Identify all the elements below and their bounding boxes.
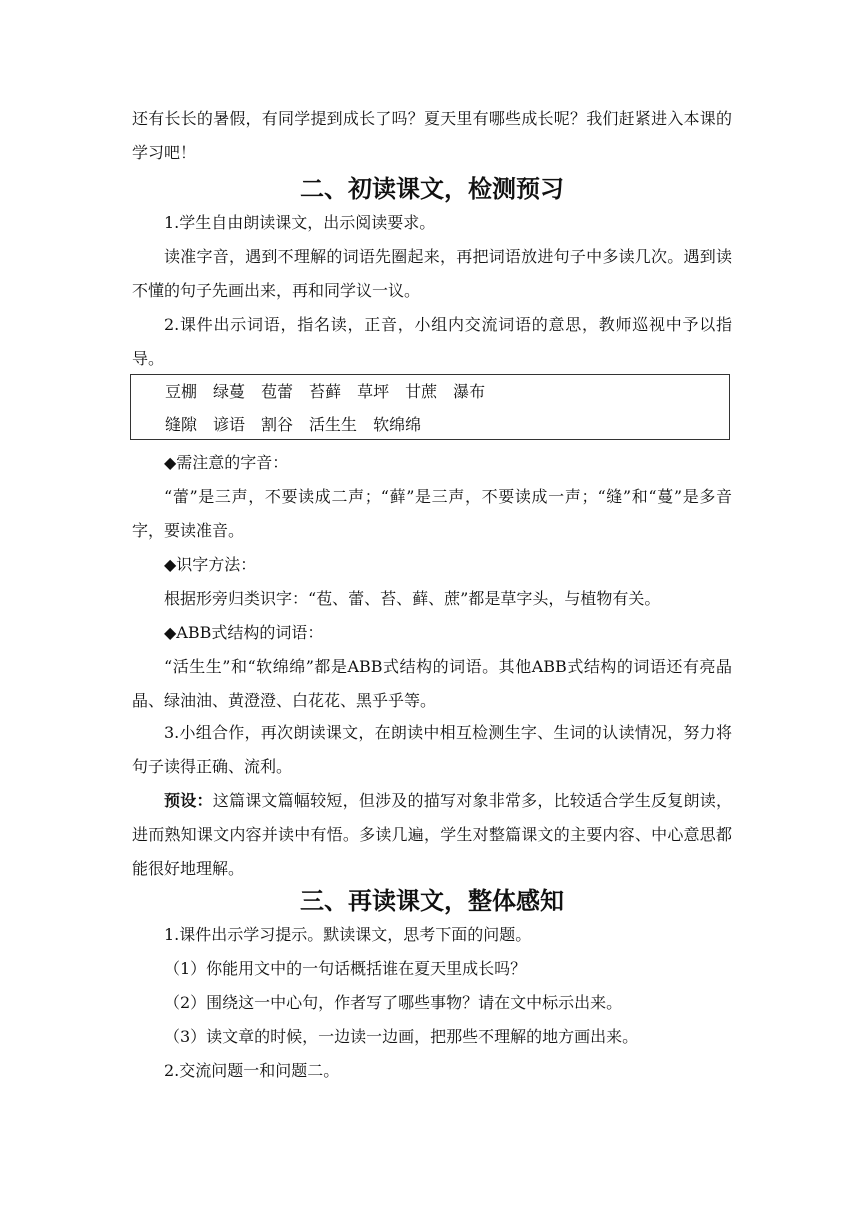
vocab-word: 豆棚 [165, 382, 198, 401]
note-literacy-title: ◆识字方法： [164, 555, 257, 574]
vocabulary-box [130, 374, 730, 440]
preset-label: 预设： [164, 791, 213, 810]
section2-heading: 二、初读课文，检测预习 [300, 174, 564, 203]
question-2: （2）围绕这一中心句，作者写了哪些事物？请在文中标示出来。 [164, 993, 623, 1012]
vocab-word: 甘蔗 [405, 382, 438, 401]
section2-step2: 2.课件出示词语，指名读，正音，小组内交流词语的意思，教师巡视中予以指导。 [132, 315, 732, 368]
question-3: （3）读文章的时候，一边读一边画，把那些不理解的地方画出来。 [164, 1027, 639, 1046]
vocab-word: 谚语 [213, 415, 246, 434]
vocab-word: 割谷 [261, 415, 294, 434]
question-1: （1）你能用文中的一句话概括谁在夏天里成长吗？ [164, 959, 527, 978]
note-pronunciation-title: ◆需注意的字音： [164, 453, 289, 472]
intro-paragraph: 还有长长的暑假，有同学提到成长了吗？夏天里有哪些成长呢？我们赶紧进入本课的学习吧！ [132, 109, 732, 162]
vocab-word: 绿蔓 [213, 382, 246, 401]
vocab-word: 软绵绵 [373, 415, 422, 434]
vocab-word: 瀑布 [453, 382, 486, 401]
preset-paragraph [132, 784, 732, 886]
vocab-word: 苔藓 [309, 382, 342, 401]
preset-body: 这篇课文篇幅较短，但涉及的描写对象非常多，比较适合学生反复朗读，进而熟知课文内容并读中有悟。多读几遍，学生对整篇课文的主要内容、中心意思都能很好地理解。 [132, 791, 732, 878]
section3-step1: 1.课件出示学习提示。默读课文，思考下面的问题。 [164, 925, 532, 944]
vocab-word: 活生生 [309, 415, 358, 434]
section2-step3: 3.小组合作，再次朗读课文，在朗读中相互检测生字、生词的认读情况，努力将句子读得正确、流利。 [132, 723, 732, 776]
vocabulary-row-2 [165, 408, 437, 441]
section2-step1-requirement: 读准字音，遇到不理解的词语先圈起来，再把词语放进句子中多读几次。遇到读不懂的句子先画出来，再和同学议一议。 [132, 247, 732, 300]
note-literacy-body: 根据形旁归类识字：“苞、蕾、苔、藓、蔗”都是草字头，与植物有关。 [164, 589, 661, 608]
note-pronunciation-body: “蕾”是三声，不要读成二声；“藓”是三声，不要读成一声；“缝”和“蔓”是多音字，要读准音。 [132, 487, 732, 540]
vocab-word: 缝隙 [165, 415, 198, 434]
vocabulary-row-1 [165, 375, 501, 408]
note-abb-body: “活生生”和“软绵绵”都是ABB式结构的词语。其他ABB式结构的词语还有亮晶晶、绿油油、黄澄澄、白花花、黑乎乎等。 [132, 657, 732, 710]
vocab-word: 草坪 [357, 382, 390, 401]
section3-heading: 三、再读课文，整体感知 [300, 886, 564, 915]
vocab-word: 苞蕾 [261, 382, 294, 401]
note-abb-title: ◆ABB式结构的词语： [164, 623, 324, 642]
section3-step2: 2.交流问题一和问题二。 [164, 1061, 340, 1080]
section2-step1: 1.学生自由朗读课文，出示阅读要求。 [164, 213, 436, 232]
